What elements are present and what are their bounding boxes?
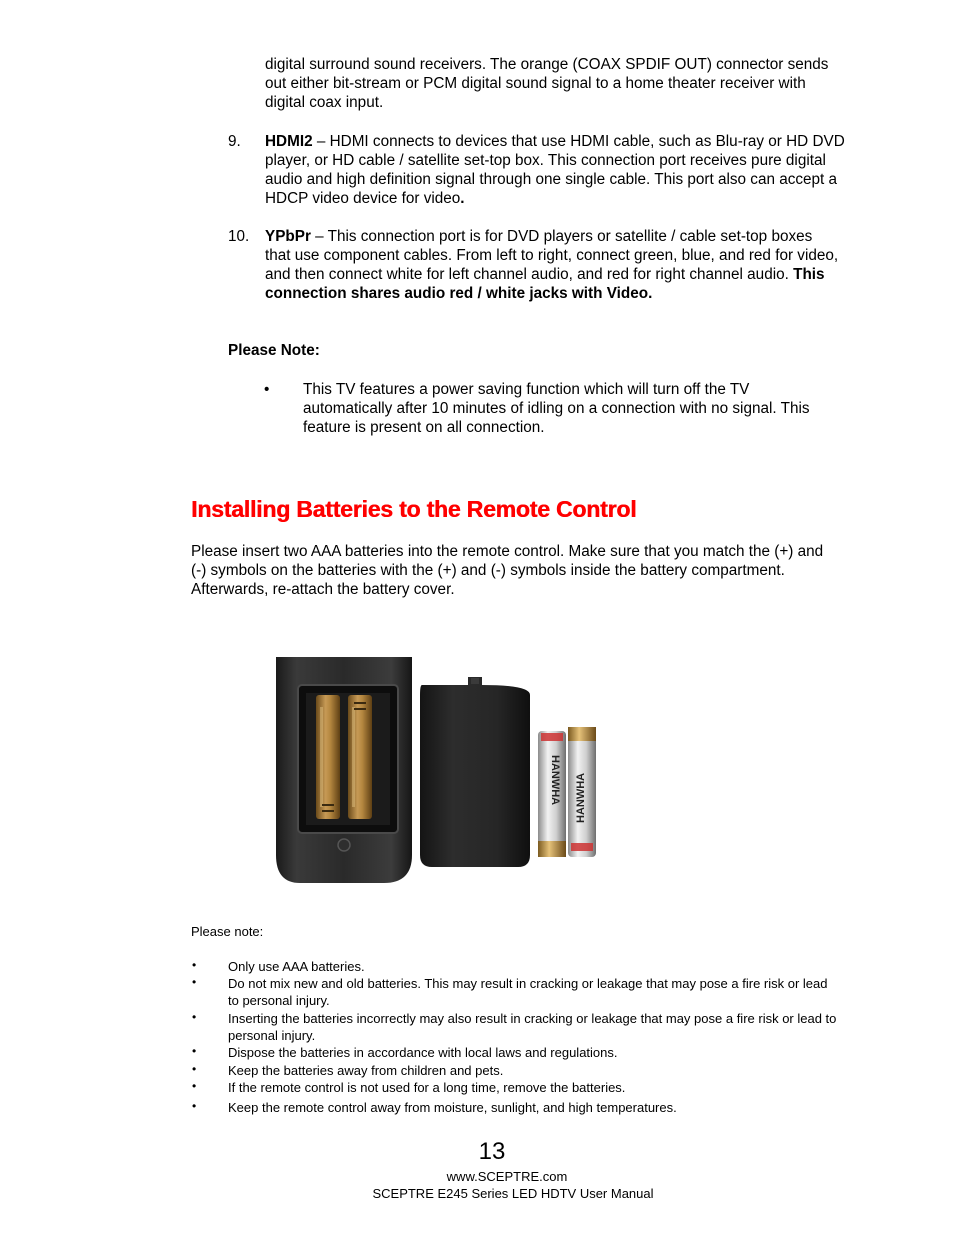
item-10-body: – This connection port is for DVD players or satellite / cable set-top boxes that use component cables. From left to right, connect green, blue, and red for video, and then connect white for left channel audio, and red for right channel audio. [265,228,839,283]
note-item: Only use AAA batteries. [228,959,365,974]
item-10-text [265,227,840,303]
footer-manual-title: SCEPTRE E245 Series LED HDTV User Manual [372,1186,654,1201]
bullet-dot: • [264,381,270,398]
item-9-term: HDMI2 [265,133,313,150]
note-bullet-text: This TV features a power saving function which will turn off the TV automatically after 10 minutes of idling on a connection with no signal. This feature is present on all connection. [303,381,810,436]
aaa-battery-left [538,731,566,857]
note-item: If the remote control is not used for a long time, remove the batteries. [228,1080,626,1095]
bullet-dot: • [192,975,197,989]
item-10-bold: This connection shares audio red / white jacks with Video. [265,266,825,302]
bullet-dot: • [192,1099,197,1113]
remote-battery-photo [272,655,604,885]
section-intro: Please insert two AAA batteries into the remote control. Make sure that you match the (+) and (-) symbols on the batteries with the (+) and (-) symbols inside the battery compartment. Afterwards, re-attach the battery cover. [191,543,824,598]
note-item: Inserting the batteries incorrectly may also result in cracking or leakage that may pose a fire risk or lead to personal injury. [228,1011,837,1043]
item-10-term: YPbPr [265,228,311,245]
item-9-text [265,132,845,208]
note-item: Do not mix new and old batteries. This may result in cracking or leakage that may pose a fire risk or lead to personal injury. [228,976,828,1008]
battery-brand-label: HANWHA [549,755,561,806]
battery-brand-label-2: HANWHA [575,772,587,823]
note-item: Keep the remote control away from moisture, sunlight, and high temperatures. [228,1100,677,1115]
bullet-dot: • [192,1079,197,1093]
note-item: Dispose the batteries in accordance with local laws and regulations. [228,1045,618,1060]
aaa-battery-right [568,727,596,857]
item-9-body: – HDMI connects to devices that use HDMI cable, such as Blu-ray or HD DVD player, or HD cable / satellite set-top box. This connection port receives pure digital audio and high definition signal through one single cable. This port also can accept a HDCP video device for video [265,133,845,207]
battery-note-label: Please note: [191,924,264,939]
page-number: 13 [478,1138,506,1165]
bullet-dot: • [192,1010,197,1024]
item-9-number: 9. [228,133,241,150]
item-8-text: digital surround sound receivers. The orange (COAX SPDIF OUT) connector sends out either bit-stream or PCM digital sound signal to a home theater receiver with digital coax input. [265,56,829,111]
item-9-end: . [460,190,465,207]
note-item: Keep the batteries away from children and pets. [228,1063,504,1078]
bullet-dot: • [192,1044,197,1058]
please-note-heading: Please Note: [228,342,320,359]
bullet-dot: • [192,958,197,972]
remote-battery-illustration [272,655,604,885]
item-10-number: 10. [228,228,250,245]
section-title: Installing Batteries to the Remote Control [191,496,637,522]
footer-website: www.SCEPTRE.com [446,1169,568,1184]
bullet-dot: • [192,1062,197,1076]
